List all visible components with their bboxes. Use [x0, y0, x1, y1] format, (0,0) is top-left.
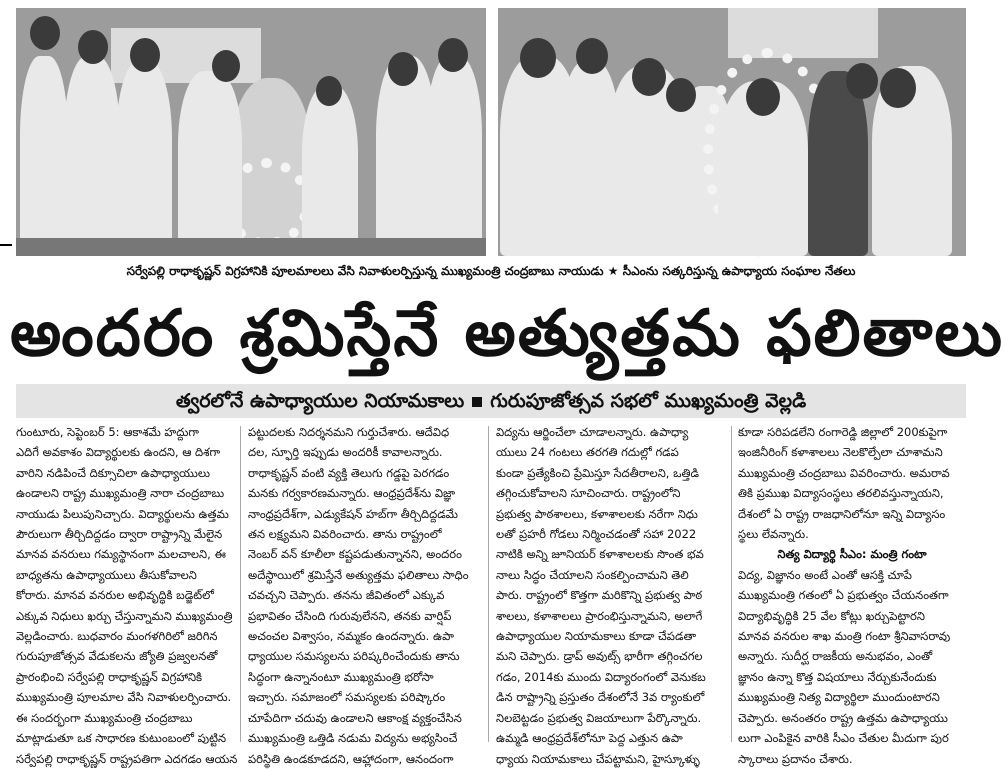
- photo-person-head: [316, 76, 342, 106]
- article-line: తగ్గించుకోవాలని సూచించారు. రాష్ట్రంలోని: [496, 486, 681, 501]
- photo-person-head: [880, 68, 916, 108]
- photo-person: [178, 71, 242, 256]
- article-line: కోరారు. మానవ వనరుల అభివృద్ధికి బడ్జెట్‌లో: [16, 588, 214, 603]
- article-line: లుగా ఎంపికైన వారికి సీఎం చేతుల మీదుగా పుర: [738, 731, 949, 746]
- article-line: విద్యాభివృద్ధికి 25 వేల కోట్లు ఖర్చుపెట్టారని: [738, 608, 925, 623]
- article-line: ఇంజినీరింగ్ కళాశాలలు నెలకొల్పేలా చూశామని: [738, 445, 943, 460]
- photo-person-head: [212, 50, 240, 82]
- article-line: డిన రాష్ట్రాన్ని ప్రస్తుతం దేశంలోనే 3వ ర్యాంకులో: [496, 690, 705, 705]
- article-line: ముఖ్యమంత్రి చంద్రబాబు వివరించారు. అమరావ: [738, 465, 950, 480]
- photo-person-head: [438, 38, 468, 72]
- photo-statue-garlanding: [16, 8, 486, 256]
- article-line: ముఖ్యమంత్రి నిత్య విద్యార్థిలా ముందుంటారని: [738, 690, 940, 705]
- article-line: మాట్లాడుతూ ఒక సాధారణ కుటుంబంలో పుట్టిన: [16, 731, 227, 746]
- photo-person-head: [632, 58, 666, 96]
- article-column-2: [248, 422, 480, 766]
- article-line: ఎదిగే అవకాశం విద్యార్థులకు ఉందని, ఆ దిశగా: [16, 445, 221, 460]
- article-line: ఉండాలని రాష్ట్ర ముఖ్యమంత్రి నారా చంద్రబాబు: [16, 486, 225, 501]
- article-line: ధ్యాయుల సమస్యలను పరిష్కరించేందుకు తాను: [248, 649, 460, 664]
- article-line: నాలు సిద్ధం చేయాలని సంకల్పించామని తెలి: [496, 567, 689, 582]
- photo-person-head: [746, 78, 780, 116]
- article-line: నాంధ్రప్రదేశ్‌గా, ఎడ్యుకేషన్ హబ్‌గా తీర్చిదిద్దడమే: [248, 506, 458, 521]
- article-line: పరిస్థితి ఉండకూడదని, ఆహ్లాదంగా, ఆనందంగా: [248, 751, 454, 766]
- subheadline-left: త్వరలోనే ఉపాధ్యాయుల నియామకాలు: [175, 390, 465, 412]
- photo-person-head: [666, 78, 696, 112]
- article-line: స్కారాలు ప్రదానం చేశారు.: [738, 751, 853, 766]
- article-line: ఉమ్మడి ఆంధ్రప్రదేశ్‌లోనూ పెద్ద ఎత్తున ఉపా: [496, 731, 683, 746]
- article-line: చెప్పారు. అనంతరం రాష్ట్ర ఉత్తమ ఉపాధ్యాయు: [738, 710, 948, 725]
- photo-person: [116, 61, 172, 256]
- article-line: విద్యను ఆర్జించేలా చూడాలన్నారు. ఉపాధ్యా: [496, 425, 689, 439]
- article-line: జ్ఞానం ఉన్నా కొత్త విషయాలు నేర్చుకునేందుకు: [738, 669, 937, 684]
- article-line: ధ్యాయ నియామకాలు చేపట్టామని, హైస్కూళ్ళు: [496, 751, 700, 766]
- article-line: కూడా సరిపడలేని రంగారెడ్డి జిల్లాలో 200కుపైగా: [738, 425, 948, 439]
- article-line: మని చెప్పారు. డ్రాప్ అవుట్స్ భారీగా తగ్గించగల: [496, 649, 703, 664]
- subheadline: [16, 384, 966, 418]
- article-column-4: [738, 422, 966, 766]
- article-line: శాలలు, కళాశాలలు ప్రారంభిస్తున్నామని, అలాగే: [496, 608, 703, 623]
- photo-person: [64, 56, 120, 256]
- article-line: సిద్ధంగా ఉన్నానంటూ ముఖ్యమంత్రి భరోసా: [248, 669, 434, 684]
- article-line: చూపేదిగా చదువు ఉండాలని ఆకాంక్ష వ్యక్తంచేసిన: [248, 710, 462, 725]
- article-line: నాయుడు పిలుపునిచ్చారు. విద్యార్థులను ఉత్తమ: [16, 506, 229, 521]
- article-line: పట్టుదలకు నిదర్శనమని గుర్తుచేశారు. ఆదేవిధ: [248, 425, 450, 439]
- article-line: మానవ వనరులు గమ్యస్థానంగా మలచాలని, ఈ: [16, 547, 226, 562]
- article-line: వెల్లడించారు. బుధవారం మంగళగిరిలో జరిగిన: [16, 629, 218, 644]
- article-line: ఎక్కువ నిధులు ఖర్చు చేస్తున్నామని ముఖ్యమంత్రి: [16, 608, 233, 623]
- article-line: అచంచల విశ్వాసం, నమ్మకం ఉందన్నారు. ఉపా: [248, 629, 454, 644]
- article-line: గడం, 2014కు ముందు విద్యారంగంలో వెనుకబ: [496, 669, 706, 684]
- article-line: బాధ్యతను ఉపాధ్యాయులు తీసుకోవాలని: [16, 567, 197, 582]
- photo-person-head: [520, 38, 556, 78]
- article-line: నిలబెట్టడం ప్రభుత్వ విజయాలుగా పేర్కొన్నారు.: [496, 710, 702, 725]
- article-line: కుండా ప్రత్యేకించి ప్రేమిస్తూ సేదతీరాలని, ఒత్తిడి: [496, 465, 699, 480]
- article-line: తన లక్ష్యమని వివరించారు. తాను రాష్ట్రంలో: [248, 527, 442, 542]
- article-line: గుంటూరు, సెప్టెంబర్ 5: ఆకాశమే హద్దుగా: [16, 425, 199, 439]
- subheadline-right: గురుపూజోత్సవ సభలో ముఖ్యమంత్రి వెల్లడి: [490, 390, 807, 412]
- article-line: తికి ప్రముఖ విద్యాసంస్థలు తరలివస్తున్నాయని,: [738, 486, 944, 501]
- article-line: నెంబర్ వన్ కూలీలా కష్టపడుతున్నానని, అందరం: [248, 547, 462, 562]
- article-line: యులు 24 గంటలు తరగతి గదుల్లో గడప: [496, 445, 679, 460]
- photo-person-head: [846, 63, 878, 99]
- photo-person: [20, 56, 68, 256]
- article-line: ప్రారంభించి సర్వేపల్లి రాధాకృష్ణన్ విగ్రహానికి: [16, 669, 203, 684]
- article-line: విద్య, విజ్ఞానం అంటే ఎంతో ఆసక్తి చూపే: [738, 567, 912, 582]
- article-column-3: [496, 422, 724, 766]
- article-line: సర్వేపల్లి రాధాకృష్ణన్ రాష్ట్రపతిగా ఎదగడం ఆయన: [16, 751, 238, 766]
- column-divider: [240, 426, 241, 742]
- article-line: మానవ వనరుల శాఖ మంత్రి గంటా శ్రీనివాసరావు: [738, 629, 951, 644]
- article-line: ఇచ్చారు. సమాజంలో సమస్యలకు పరిష్కారం: [248, 690, 446, 705]
- article-line: నాటికి అన్ని జూనియర్ కళాశాలలకు సొంత భవ: [496, 547, 704, 562]
- article-line: ప్రభుత్వ పాఠశాలలు, కళాశాలలకు నరేగా నిధు: [496, 506, 698, 521]
- photo-caption: సర్వేపల్లి రాధాకృష్ణన్ విగ్రహానికి పూలమాలలు వేసి నివాళులర్పిస్తున్న ముఖ్యమంత్రి చంద్రబాబు నాయుడు ★ సీఎంను సత్కరిస్తున్న ఉపాధ్యాయ సంఘాల నేతలు: [126, 264, 856, 278]
- article-line: ముఖ్యమంత్రి ఒత్తిడి నడుమ విద్యను అభ్యసించే: [248, 731, 458, 746]
- photo-person-head: [78, 30, 108, 64]
- article-line: అన్నారు. సుదీర్ఘ రాజకీయ అనుభవం, ఎంతో: [738, 649, 933, 664]
- article-line: ప్రభావితం చేసింది గురువులేనని, తనకు వార్షిప్: [248, 608, 452, 623]
- photo-person: [302, 86, 358, 256]
- column-divider: [488, 426, 489, 742]
- article-line: పౌరులుగా తీర్చిదిద్దడం ద్వారా రాష్ట్రాన్ని మేలైన: [16, 527, 223, 542]
- photo-person-head: [30, 16, 60, 50]
- article-line: వారిని నడిపించే దిక్సూచిలా ఉపాధ్యాయులు: [16, 465, 210, 480]
- photo-cm-felicitation: [498, 8, 966, 256]
- headline: అందరం శ్రమిస్తేనే అత్యుత్తమ ఫలితాలు: [10, 297, 1004, 371]
- article-column-1: [16, 422, 238, 766]
- article-line: ముఖ్యమంత్రి పూలమాల వేసి నివాళులర్పించారు.: [16, 690, 232, 705]
- article-line: పారు. రాష్ట్రంలో కొత్తగా మరికొన్ని ప్రభుత్వ పాఠ: [496, 588, 703, 603]
- article-line: ఈ సందర్భంగా ముఖ్యమంత్రి చంద్రబాబు: [16, 710, 193, 725]
- article-line: స్థలు లేవన్నారు.: [738, 527, 809, 542]
- article-line: మనకు గర్వకారణమన్నారు. ఆంధ్రప్రదేశ్‌ను విజ్ఞా: [248, 486, 456, 501]
- bullet-square-icon: [472, 397, 482, 407]
- article-line: దల, స్ఫూర్తి ఇప్పుడు అందరికీ కావాలన్నారు.: [248, 445, 443, 460]
- article-body: [16, 422, 966, 766]
- margin-mark: [0, 244, 12, 246]
- article-line: ముఖ్యమంత్రి గతంలో ఏ ప్రభుత్వం చేయనంతగా: [738, 588, 949, 603]
- article-line: చవచ్చని చెప్పారు. తనను జీవితంలో ఎక్కువ: [248, 588, 445, 603]
- article-line: అదేస్థాయిలో శ్రమిస్తేనే అత్యుత్తమ ఫలితాలు సాధిం: [248, 567, 469, 582]
- column-divider: [731, 426, 732, 742]
- article-line: గురుపూజోత్సవ వేడుకలను జ్యోతి ప్రజ్వలనతో: [16, 649, 218, 664]
- photo-person-head: [576, 38, 608, 74]
- photo-person: [426, 56, 482, 256]
- article-line: ఉపాధ్యాయుల నియామకాలు కూడా చేపడతా: [496, 629, 697, 644]
- photo-stage: [16, 238, 486, 256]
- photo-person-head: [388, 52, 418, 86]
- article-line: లతో ప్రహరీ గోడలు నిర్మించడంతో సహా 2022: [496, 527, 697, 542]
- article-line: దేశంలో ఏ రాష్ట్ర రాజధానిలోనూ ఇన్ని విద్యాసం: [738, 506, 946, 521]
- article-line: రాధాకృష్ణన్ వంటి వ్యక్తి తెలుగు గడ్డపై పెరగడం: [248, 465, 450, 480]
- photo-person-head: [130, 38, 160, 72]
- article-subheading: నిత్య విద్యార్థి సీఎం: మంత్రి గంటా: [777, 547, 927, 562]
